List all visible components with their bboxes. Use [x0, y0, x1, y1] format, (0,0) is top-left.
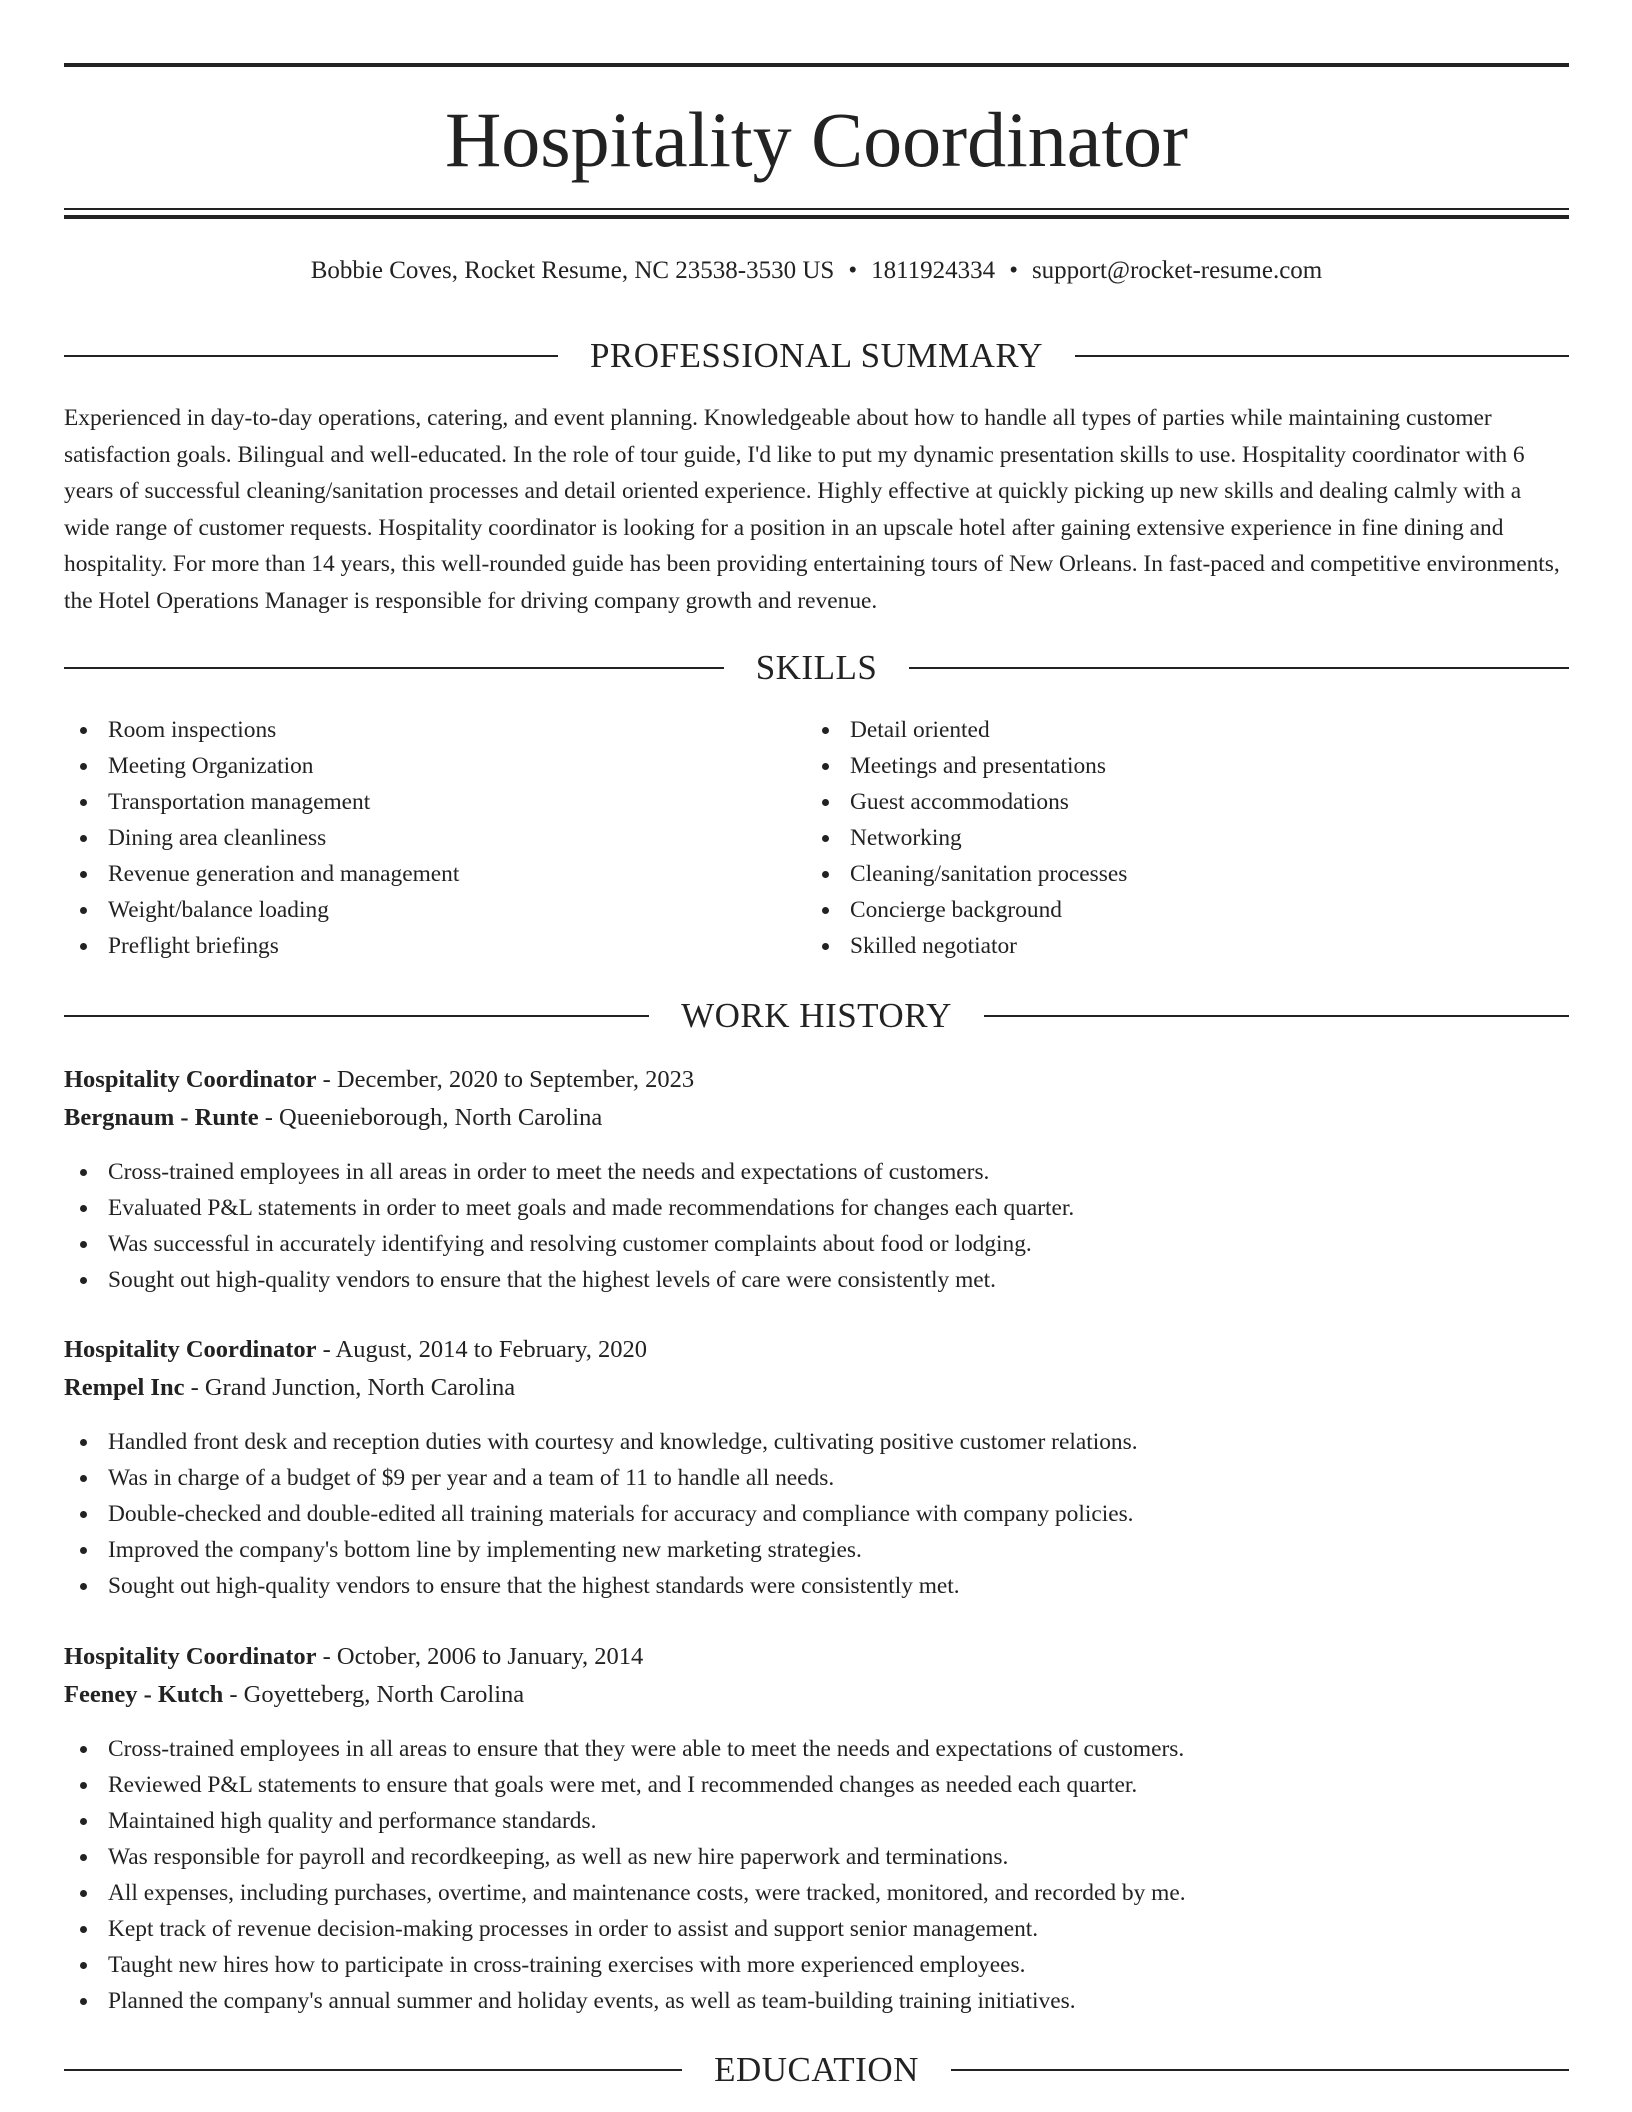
section-heading-work-history	[64, 994, 1569, 1038]
job-title: Hospitality Coordinator	[64, 1066, 317, 1093]
job-title-line	[64, 1331, 1569, 1369]
contact-address: Bobbie Coves, Rocket Resume, NC 23538-3530 US	[310, 257, 835, 284]
job-company: Bergnaum - Runte	[64, 1104, 259, 1131]
job-duty: All expenses, including purchases, overtime, and maintenance costs, were tracked, monitored, and recorded by me.	[64, 1875, 1569, 1911]
job-company-line	[64, 1099, 1569, 1137]
section-title: SKILLS	[755, 648, 878, 687]
job-title-line	[64, 1061, 1569, 1099]
contact-separator: •	[1009, 257, 1018, 284]
skill-item: Transportation management	[64, 784, 804, 820]
contact-line	[64, 254, 1569, 288]
skill-item: Revenue generation and management	[64, 856, 804, 892]
job-duty: Planned the company's annual summer and holiday events, as well as team-building training initiatives.	[64, 1983, 1569, 2019]
skill-item: Concierge background	[806, 892, 1546, 928]
job-duty: Maintained high quality and performance standards.	[64, 1803, 1569, 1839]
heading-rule	[1075, 355, 1569, 357]
section-title: WORK HISTORY	[681, 996, 952, 1035]
skill-item: Dining area cleanliness	[64, 820, 804, 856]
job-duties-list	[64, 1154, 1569, 1298]
contact-phone: 1811924334	[871, 257, 996, 284]
heading-rule	[64, 2069, 682, 2071]
contact-separator: •	[848, 257, 858, 284]
section-heading-summary	[64, 334, 1569, 378]
heading-rule	[909, 667, 1569, 669]
title-rule-lower	[64, 215, 1569, 219]
heading-rule	[951, 2069, 1569, 2071]
job-location: - Grand Junction, North Carolina	[184, 1374, 516, 1401]
job-duty: Was successful in accurately identifying and resolving customer complaints about food or lodging.	[64, 1226, 1569, 1262]
skills-list-right	[806, 712, 1546, 964]
skill-item: Meetings and presentations	[806, 748, 1546, 784]
job-dates: - October, 2006 to January, 2014	[316, 1643, 644, 1670]
skill-item: Guest accommodations	[806, 784, 1546, 820]
job-title: Hospitality Coordinator	[64, 1336, 317, 1363]
job-duty: Was responsible for payroll and recordkeeping, as well as new hire paperwork and terminations.	[64, 1839, 1569, 1875]
job-entry	[64, 1638, 1569, 2019]
job-duty: Evaluated P&L statements in order to meet goals and made recommendations for changes each quarter.	[64, 1190, 1569, 1226]
page-title: Hospitality Coordinator	[444, 96, 1189, 183]
skill-item: Cleaning/sanitation processes	[806, 856, 1546, 892]
job-duties-list	[64, 1731, 1569, 2019]
skill-item: Preflight briefings	[64, 928, 804, 964]
job-duty: Taught new hires how to participate in cross-training exercises with more experienced employees.	[64, 1947, 1569, 1983]
job-duty: Sought out high-quality vendors to ensure that the highest levels of care were consistently met.	[64, 1262, 1569, 1298]
title-rule-upper	[64, 208, 1569, 210]
job-dates: - August, 2014 to February, 2020	[316, 1336, 647, 1363]
job-location: - Goyetteberg, North Carolina	[223, 1681, 525, 1708]
job-duty: Was in charge of a budget of $9 per year and a team of 11 to handle all needs.	[64, 1460, 1569, 1496]
heading-rule	[64, 355, 558, 357]
heading-rule	[64, 667, 724, 669]
skills-list-left	[64, 712, 804, 964]
job-duty: Reviewed P&L statements to ensure that goals were met, and I recommended changes as needed each quarter.	[64, 1767, 1569, 1803]
contact-email: support@rocket-resume.com	[1031, 257, 1323, 284]
top-rule	[64, 63, 1569, 67]
job-dates: - December, 2020 to September, 2023	[316, 1066, 695, 1093]
section-title: PROFESSIONAL SUMMARY	[589, 336, 1044, 375]
skill-item: Networking	[806, 820, 1546, 856]
job-duty: Cross-trained employees in all areas to ensure that they were able to meet the needs and expectations of customers.	[64, 1731, 1569, 1767]
job-entry	[64, 1331, 1569, 1604]
skill-item: Skilled negotiator	[806, 928, 1546, 964]
section-title: EDUCATION	[714, 2050, 919, 2089]
section-heading-education	[64, 2048, 1569, 2092]
summary-text: Experienced in day-to-day operations, catering, and event planning. Knowledgeable about how to handle all types of parties while maintaining customer satisfaction goals. Bilingual and well-educated. In the role of tour guide, I'd like to put my dynamic presentation skills to use. Hospitality coordinator with 6 years of successful cleaning/sanitation processes and detail oriented experience. Highly effective at quickly picking up new skills and dealing calmly with a wide range of customer requests. Hospitality coordinator is looking for a position in an upscale hotel after gaining extensive experience in fine dining and hospitality. For more than 14 years, this well-rounded guide has been providing entertaining tours of New Orleans. In fast-paced and competitive environments, the Hotel Operations Manager is responsible for driving company growth and revenue.	[64, 405, 1560, 614]
skill-item: Weight/balance loading	[64, 892, 804, 928]
skill-item: Meeting Organization	[64, 748, 804, 784]
job-entry	[64, 1061, 1569, 1298]
heading-rule	[984, 1015, 1569, 1017]
job-company: Feeney - Kutch	[64, 1681, 224, 1708]
job-title-line	[64, 1638, 1569, 1676]
job-company-line	[64, 1676, 1569, 1714]
job-duties-list	[64, 1424, 1569, 1604]
job-company: Rempel Inc	[64, 1374, 185, 1401]
skill-item: Room inspections	[64, 712, 804, 748]
job-duty: Improved the company's bottom line by implementing new marketing strategies.	[64, 1532, 1569, 1568]
section-heading-skills	[64, 646, 1569, 690]
job-location: - Queenieborough, North Carolina	[258, 1104, 603, 1131]
job-company-line	[64, 1369, 1569, 1407]
job-duty: Cross-trained employees in all areas in order to meet the needs and expectations of customers.	[64, 1154, 1569, 1190]
job-duty: Sought out high-quality vendors to ensure that the highest standards were consistently met.	[64, 1568, 1569, 1604]
heading-rule	[64, 1015, 649, 1017]
job-duty: Handled front desk and reception duties with courtesy and knowledge, cultivating positive customer relations.	[64, 1424, 1569, 1460]
skill-item: Detail oriented	[806, 712, 1546, 748]
job-title: Hospitality Coordinator	[64, 1643, 317, 1670]
job-duty: Double-checked and double-edited all training materials for accuracy and compliance with company policies.	[64, 1496, 1569, 1532]
job-duty: Kept track of revenue decision-making processes in order to assist and support senior management.	[64, 1911, 1569, 1947]
